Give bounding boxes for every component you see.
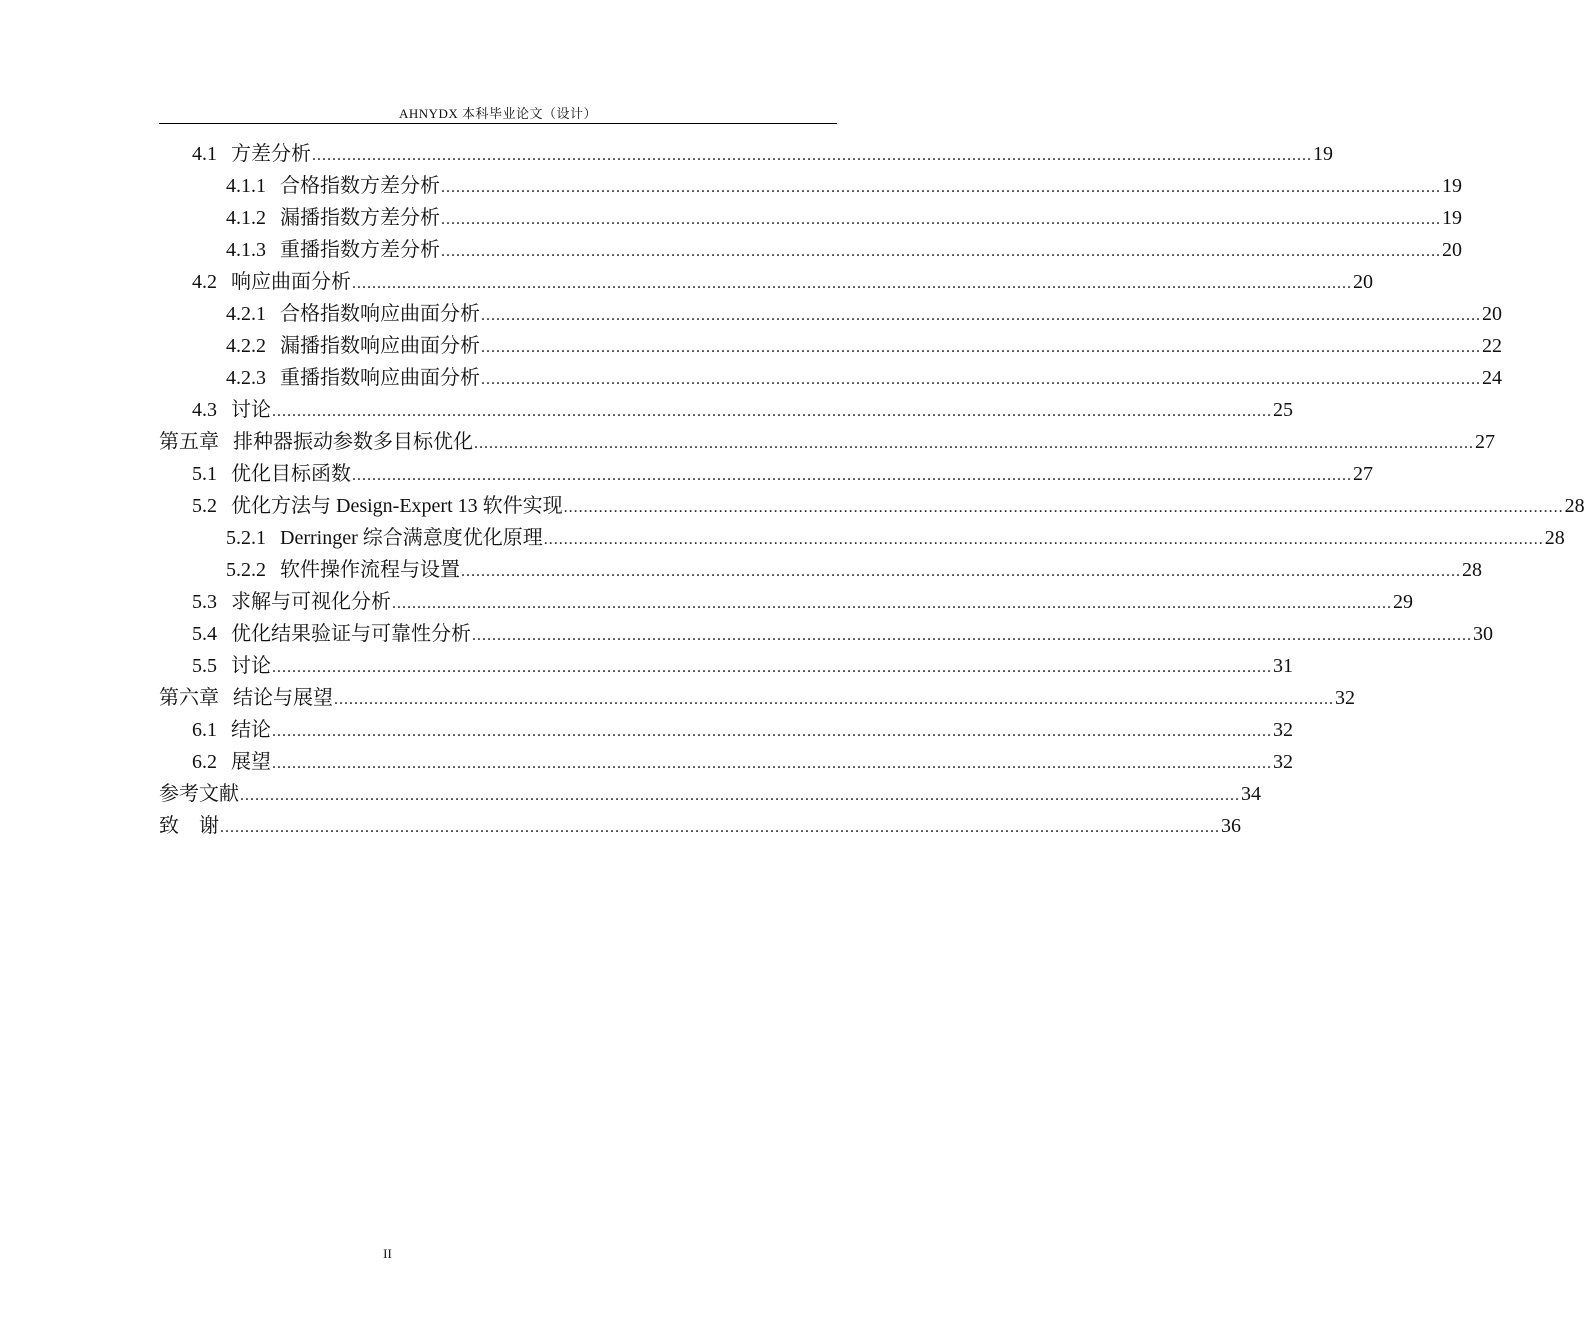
toc-entry-title: 致 谢 — [159, 815, 219, 837]
toc-entry-title: 响应曲面分析 — [231, 271, 351, 293]
toc-dot-leader: ........................................................................................................................................................................................................ — [272, 723, 1272, 740]
toc-entry-title: 重播指数方差分析 — [280, 239, 440, 261]
toc-entry[interactable] — [159, 138, 1333, 170]
toc-entry-title: 展望 — [231, 751, 271, 773]
toc-entry[interactable] — [159, 746, 1293, 778]
toc-entry[interactable] — [159, 618, 1493, 650]
toc-dot-leader: ........................................................................................................................................................................................................ — [441, 179, 1441, 196]
toc-entry-page: 32 — [1273, 751, 1293, 773]
toc-entry-number: 4.1 — [192, 143, 217, 165]
toc-dot-leader: ........................................................................................................................................................................................................ — [563, 499, 1564, 516]
toc-entry-title: 漏播指数响应曲面分析 — [280, 335, 480, 357]
toc-entry-title: 软件操作流程与设置 — [280, 559, 460, 581]
toc-entry-title: 合格指数方差分析 — [280, 175, 440, 197]
toc-entry-number: 4.2 — [192, 271, 217, 293]
toc-entry-page: 20 — [1353, 271, 1373, 293]
toc-entry-page: 28 — [1544, 527, 1565, 549]
toc-entry[interactable] — [159, 170, 1462, 202]
running-header: AHNYDX 本科毕业论文（设计） — [398, 106, 598, 121]
toc-entry-title: 优化方法与 Design-Expert 13 软件实现 — [231, 495, 563, 517]
toc-entry-page: 31 — [1273, 655, 1293, 677]
toc-entry[interactable] — [159, 234, 1462, 266]
toc-entry-number: 4.1.1 — [226, 175, 266, 197]
toc-entry-number: 第六章 — [159, 687, 219, 709]
toc-entry[interactable] — [159, 554, 1482, 586]
toc-entry[interactable] — [159, 362, 1502, 394]
toc-dot-leader: ........................................................................................................................................................................................................ — [272, 403, 1272, 420]
toc-entry-title: 参考文献 — [159, 783, 239, 805]
toc-entry[interactable] — [159, 682, 1355, 714]
toc-entry-title: 求解与可视化分析 — [231, 591, 391, 613]
toc-entry-page: 32 — [1273, 719, 1293, 741]
toc-entry-page: 19 — [1442, 207, 1462, 229]
toc-entry-page: 19 — [1442, 175, 1462, 197]
toc-entry-number: 6.2 — [192, 751, 217, 773]
toc-entry-title: 优化目标函数 — [231, 463, 351, 485]
toc-entry-title: 方差分析 — [231, 143, 311, 165]
toc-entry-page: 28 — [1564, 495, 1585, 517]
toc-entry[interactable] — [159, 778, 1261, 810]
toc-entry-number: 4.1.3 — [226, 239, 266, 261]
toc-dot-leader: ........................................................................................................................................................................................................ — [461, 563, 1461, 580]
toc-entry-page: 24 — [1482, 367, 1502, 389]
toc-entry-number: 4.2.2 — [226, 335, 266, 357]
toc-entry-page: 27 — [1475, 431, 1495, 453]
toc-entry-title: 结论 — [231, 719, 271, 741]
toc-entry[interactable] — [159, 266, 1373, 298]
toc-entry[interactable] — [159, 522, 1565, 554]
toc-entry-number: 4.2.3 — [226, 367, 266, 389]
toc-dot-leader: ........................................................................................................................................................................................................ — [312, 147, 1312, 164]
toc-entry-page: 22 — [1482, 335, 1502, 357]
toc-entry-title: 优化结果验证与可靠性分析 — [231, 623, 471, 645]
toc-entry-number: 5.4 — [192, 623, 217, 645]
toc-entry-number: 5.2.1 — [226, 527, 266, 549]
toc-entry-title: 合格指数响应曲面分析 — [280, 303, 480, 325]
toc-entry-title: 漏播指数方差分析 — [280, 207, 440, 229]
toc-entry-page: 20 — [1442, 239, 1462, 261]
toc-entry[interactable] — [159, 810, 1241, 842]
toc-dot-leader: ........................................................................................................................................................................................................ — [352, 467, 1352, 484]
toc-dot-leader: ........................................................................................................................................................................................................ — [472, 627, 1472, 644]
toc-entry-number: 5.5 — [192, 655, 217, 677]
toc-dot-leader: ........................................................................................................................................................................................................ — [272, 659, 1272, 676]
toc-entry[interactable] — [159, 298, 1502, 330]
toc-dot-leader: ........................................................................................................................................................................................................ — [392, 595, 1392, 612]
toc-dot-leader: ........................................................................................................................................................................................................ — [220, 819, 1220, 836]
toc-entry-title: 排种器振动参数多目标优化 — [233, 431, 473, 453]
toc-entry-number: 5.1 — [192, 463, 217, 485]
toc-entry-number: 5.3 — [192, 591, 217, 613]
table-of-contents — [159, 138, 1585, 842]
toc-entry-page: 32 — [1335, 687, 1355, 709]
toc-entry-page: 28 — [1462, 559, 1482, 581]
toc-entry-title: 讨论 — [231, 655, 271, 677]
toc-dot-leader: ........................................................................................................................................................................................................ — [481, 339, 1481, 356]
toc-entry-number: 第五章 — [159, 431, 219, 453]
toc-entry-title: Derringer 综合满意度优化原理 — [280, 527, 543, 549]
toc-dot-leader: ........................................................................................................................................................................................................ — [441, 243, 1441, 260]
toc-entry-page: 34 — [1241, 783, 1261, 805]
toc-dot-leader: ........................................................................................................................................................................................................ — [240, 787, 1240, 804]
toc-dot-leader: ........................................................................................................................................................................................................ — [474, 435, 1474, 452]
toc-entry-page: 36 — [1221, 815, 1241, 837]
toc-entry[interactable] — [159, 202, 1462, 234]
toc-entry[interactable] — [159, 426, 1495, 458]
toc-dot-leader: ........................................................................................................................................................................................................ — [334, 691, 1334, 708]
toc-entry-page: 25 — [1273, 399, 1293, 421]
toc-dot-leader: ........................................................................................................................................................................................................ — [481, 371, 1481, 388]
page-number: II — [383, 1246, 392, 1261]
toc-entry[interactable] — [159, 714, 1293, 746]
toc-entry-page: 27 — [1353, 463, 1373, 485]
toc-entry[interactable] — [159, 394, 1293, 426]
toc-entry[interactable] — [159, 330, 1502, 362]
toc-entry-number: 5.2.2 — [226, 559, 266, 581]
toc-entry[interactable] — [159, 586, 1413, 618]
toc-entry-page: 19 — [1313, 143, 1333, 165]
toc-dot-leader: ........................................................................................................................................................................................................ — [441, 211, 1441, 228]
toc-entry-title: 重播指数响应曲面分析 — [280, 367, 480, 389]
toc-entry[interactable] — [159, 650, 1293, 682]
toc-entry-page: 20 — [1482, 303, 1502, 325]
toc-dot-leader: ........................................................................................................................................................................................................ — [481, 307, 1481, 324]
toc-dot-leader: ........................................................................................................................................................................................................ — [272, 755, 1272, 772]
toc-entry-page: 29 — [1393, 591, 1413, 613]
header-rule — [159, 123, 837, 124]
toc-entry-title: 讨论 — [231, 399, 271, 421]
toc-dot-leader: ........................................................................................................................................................................................................ — [543, 531, 1544, 548]
toc-entry-title: 结论与展望 — [233, 687, 333, 709]
toc-entry[interactable] — [159, 490, 1585, 522]
toc-entry-number: 4.3 — [192, 399, 217, 421]
toc-entry-number: 6.1 — [192, 719, 217, 741]
toc-entry-number: 5.2 — [192, 495, 217, 517]
toc-entry-number: 4.1.2 — [226, 207, 266, 229]
toc-dot-leader: ........................................................................................................................................................................................................ — [352, 275, 1352, 292]
toc-entry[interactable] — [159, 458, 1373, 490]
toc-entry-number: 4.2.1 — [226, 303, 266, 325]
toc-entry-page: 30 — [1473, 623, 1493, 645]
